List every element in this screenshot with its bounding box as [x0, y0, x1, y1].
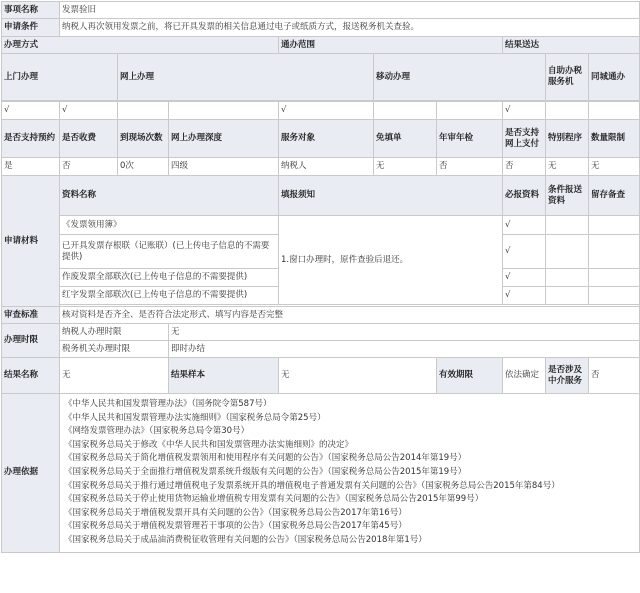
attr-header: 网上办理深度: [169, 120, 279, 158]
method-value: √: [60, 102, 118, 120]
materials-name-header: 资料名称: [60, 176, 279, 216]
material-required: √: [503, 269, 546, 287]
result-intermediary-value: 否: [589, 358, 640, 394]
time-limit-name: 纳税人办理时限: [60, 324, 169, 341]
materials-label: 申请材料: [2, 176, 60, 307]
method-value: √: [2, 102, 60, 120]
result-intermediary-label: 是否涉及中介服务: [546, 358, 589, 394]
basis-item: 《国家税务总局关于简化增值税发票领用和使用程序有关问题的公告》（国家税务总局公告2014年第19号）: [64, 453, 467, 464]
method-value: [589, 102, 640, 120]
attr-header: 是否支持网上支付: [503, 120, 546, 158]
conditions-label: 申请条件: [2, 19, 60, 37]
material-retain: [589, 269, 640, 287]
materials-conditional-header: 条件报送资料: [546, 176, 589, 216]
materials-retain-header: 留存备查: [589, 176, 640, 216]
basis-item: 《网络发票管理办法》（国家税务总局令第30号）: [64, 426, 250, 437]
basis-list: [60, 394, 640, 553]
method-value: [118, 102, 169, 120]
time-limit-name: 税务机关办理时限: [60, 341, 169, 358]
time-limit-value: 无: [169, 324, 640, 341]
attr-value: 是: [2, 158, 60, 176]
basis-item: 《国家税务总局关于推行通过增值税电子发票系统开具的增值税电子普通发票有关问题的公告》（国家税务总局公告2015年第84号）: [64, 480, 560, 491]
material-retain: [589, 235, 640, 269]
time-limit-label: 办理时限: [2, 324, 60, 358]
material-name: 红字发票全部联次(已上传电子信息的不需要提供): [60, 287, 279, 305]
result-validity-label: 有效期限: [437, 358, 503, 394]
conditions-value: 纳税人再次领用发票之前，将已开具发票的相关信息通过电子或纸质方式，报送税务机关查验。: [60, 19, 640, 37]
basis-label: 办理依据: [2, 394, 60, 553]
method-value: [437, 102, 503, 120]
material-required: √: [503, 287, 546, 305]
basis-item: 《中华人民共和国发票管理办法实施细则》（国家税务总局令第25号）: [64, 412, 326, 423]
attr-value: 否: [437, 158, 503, 176]
material-conditional: [546, 287, 589, 305]
result-validity-value: 依法确定: [503, 358, 546, 394]
attr-value: 0次: [118, 158, 169, 176]
basis-item: 《国家税务总局关于成品油消费税征收管理有关问题的公告》（国家税务总局公告2018年第1号）: [64, 534, 427, 545]
method-header: 同城通办: [589, 54, 640, 101]
basis-item: 《国家税务总局关于全面推行增值税发票系统升级版有关问题的公告》（国家税务总局公告2015年第19号）: [64, 466, 467, 477]
method-value: [169, 102, 279, 120]
basis-item: 《国家税务总局关于修改《中华人民共和国发票管理办法实施细则》的决定》: [64, 439, 354, 450]
material-required: √: [503, 216, 546, 235]
method-value: √: [503, 102, 546, 120]
attr-header: 数量限制: [589, 120, 640, 158]
material-conditional: [546, 269, 589, 287]
basis-item: 《中华人民共和国发票管理办法》（国务院令第587号）: [64, 399, 272, 409]
attr-value: 否: [60, 158, 118, 176]
material-name: 作废发票全部联次(已上传电子信息的不需要提供): [60, 269, 279, 287]
review-value: 核对资料是否齐全、是否符合法定形式、填写内容是否完整: [60, 307, 640, 324]
time-limit-value: 即时办结: [169, 341, 640, 358]
materials-notes: 1.窗口办理时，原件查验后退还。: [279, 216, 503, 305]
basis-item: 《国家税务总局关于增值税发票管理若干事项的公告》（国家税务总局公告2017年第45号）: [64, 521, 407, 532]
attr-header: 服务对象: [279, 120, 374, 158]
method-header: 上门办理: [2, 54, 118, 101]
basis-item: 《国家税务总局关于停止使用货物运输业增值税专用发票有关问题的公告》（国家税务总局公告2015年第99号）: [64, 494, 484, 505]
attr-value: 四级: [169, 158, 279, 176]
attr-header: 是否收费: [60, 120, 118, 158]
attr-header: 到现场次数: [118, 120, 169, 158]
material-retain: [589, 216, 640, 235]
service-details-table: [1, 101, 640, 553]
method-value: √: [279, 102, 374, 120]
scope-section-header: 通办范围: [279, 37, 503, 54]
method-value: [374, 102, 437, 120]
material-required: √: [503, 235, 546, 269]
item-name-value: 发票验旧: [60, 2, 640, 19]
result-name-label: 结果名称: [2, 358, 60, 394]
method-header: 自助办税服务机: [546, 54, 589, 101]
material-conditional: [546, 235, 589, 269]
attr-value: 无: [589, 158, 640, 176]
basis-item: 《国家税务总局关于增值税发票开具有关问题的公告》（国家税务总局公告2017年第16号）: [64, 507, 407, 518]
materials-required-header: 必报资料: [503, 176, 546, 216]
item-name-label: 事项名称: [2, 2, 60, 19]
review-label: 审查标准: [2, 307, 60, 324]
method-section-header: 办理方式: [2, 37, 279, 54]
result-name-value: 无: [60, 358, 169, 394]
attr-header: 特别程序: [546, 120, 589, 158]
material-conditional: [546, 216, 589, 235]
attr-header: 是否支持预约: [2, 120, 60, 158]
result-sample-value: 无: [279, 358, 437, 394]
attr-header: 年审年检: [437, 120, 503, 158]
material-name: 《发票领用簿》: [60, 216, 279, 235]
attr-value: 否: [503, 158, 546, 176]
attr-header: 免填单: [374, 120, 437, 158]
delivery-section-header: 结果送达: [503, 37, 640, 54]
method-header: 网上办理: [118, 54, 374, 101]
material-name: 已开具发票存根联（记账联）(已上传电子信息的不需要提供): [60, 235, 279, 269]
attr-value: 无: [546, 158, 589, 176]
method-header: 移动办理: [374, 54, 546, 101]
attr-value: 无: [374, 158, 437, 176]
material-retain: [589, 287, 640, 305]
attr-value: 纳税人: [279, 158, 374, 176]
materials-notes-header: 填报须知: [279, 176, 503, 216]
method-value: [546, 102, 589, 120]
service-info-table: [1, 1, 640, 101]
result-sample-label: 结果样本: [169, 358, 279, 394]
